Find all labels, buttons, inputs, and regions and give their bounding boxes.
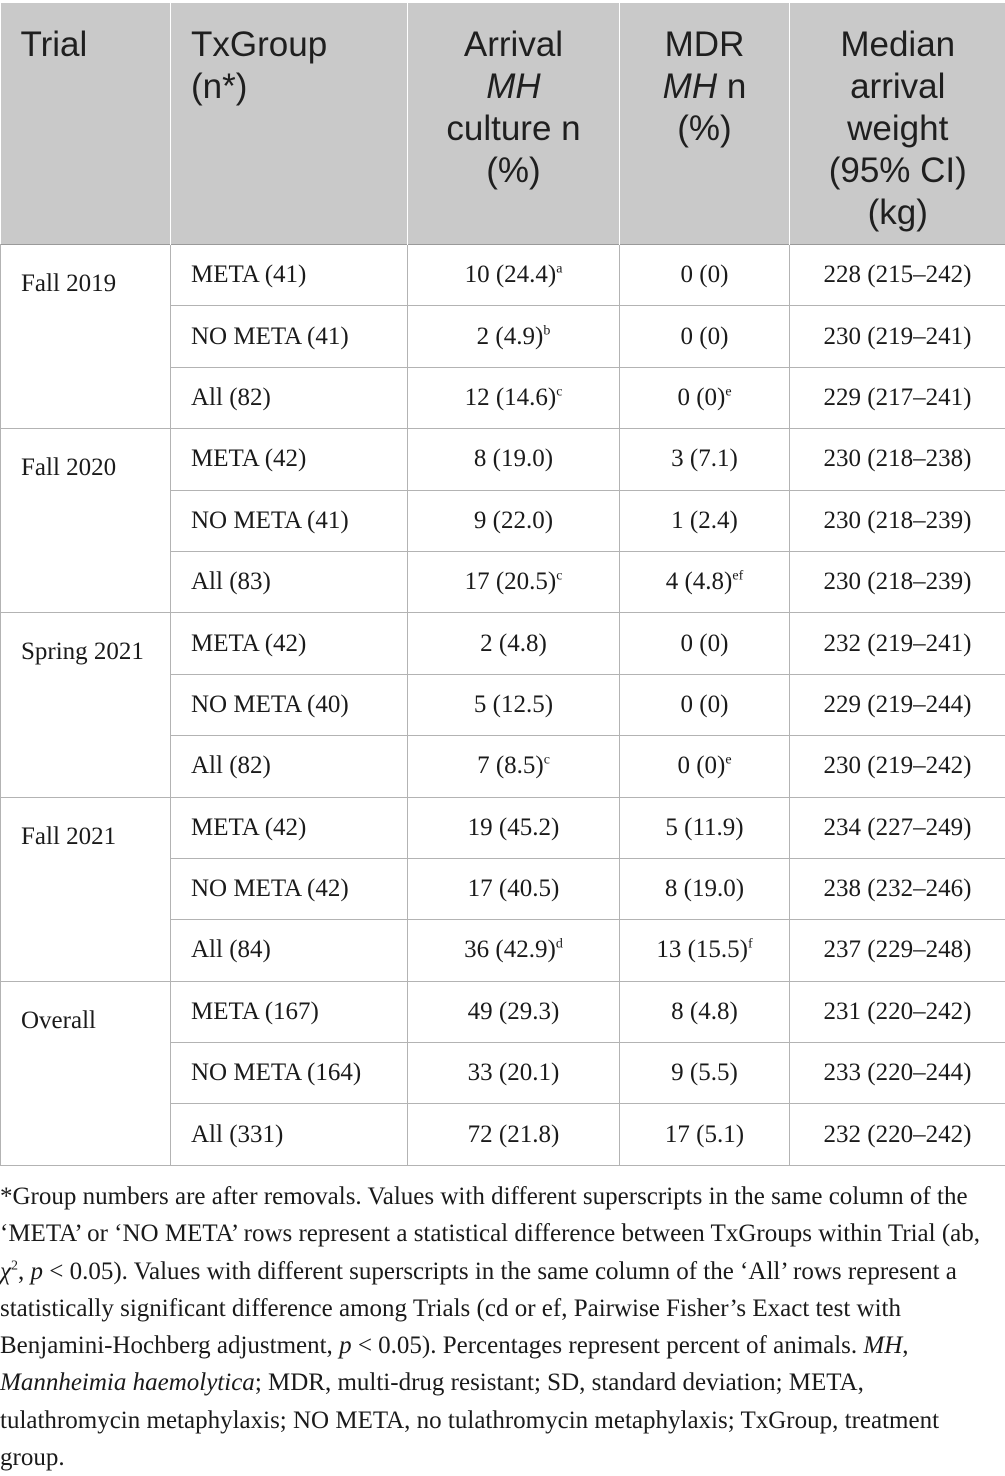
arrival-cell	[408, 613, 620, 674]
footnote-part-3: < 0.05). Values with different superscripts in the same column of the ‘All’ rows represent a statistically significant difference among Trials (cd or ef, Pairwise Fisher’s Exact test with Benjamini-Hochberg adjustment,	[0, 1258, 957, 1360]
weight-cell: 234 (227–249)	[790, 797, 1005, 858]
group-cell: META (41)	[171, 245, 408, 306]
mdr-cell	[620, 920, 790, 981]
trial-cell: Fall 2019	[1, 245, 171, 429]
mdr-cell	[620, 551, 790, 612]
weight-cell: 233 (220–244)	[790, 1043, 1005, 1104]
header-arrival-line4: (%)	[486, 151, 540, 190]
mdr-superscript: f	[748, 937, 753, 952]
arrival-cell	[408, 736, 620, 797]
trial-cell: Fall 2020	[1, 429, 171, 613]
arrival-cell	[408, 245, 620, 306]
footnote-mh-abbr: MH	[863, 1332, 902, 1359]
arrival-cell	[408, 981, 620, 1042]
weight-cell: 230 (218–238)	[790, 429, 1005, 490]
arrival-cell	[408, 367, 620, 428]
header-trial-label: Trial	[21, 25, 88, 64]
group-cell: META (42)	[171, 429, 408, 490]
header-mdr-line1: MDR	[665, 25, 745, 64]
arrival-cell	[408, 490, 620, 551]
weight-cell: 229 (217–241)	[790, 367, 1005, 428]
weight-cell: 238 (232–246)	[790, 858, 1005, 919]
footnote-text	[0, 1178, 1005, 1476]
weight-cell: 230 (219–241)	[790, 306, 1005, 367]
header-weight-line2: arrival	[850, 67, 945, 106]
mdr-value: 17 (5.1)	[665, 1121, 744, 1148]
mdr-cell	[620, 306, 790, 367]
header-mdr	[620, 4, 790, 245]
group-cell: META (42)	[171, 613, 408, 674]
arrival-cell	[408, 858, 620, 919]
footnote-chi: χ	[0, 1258, 11, 1285]
mdr-value: 9 (5.5)	[671, 1059, 738, 1086]
weight-cell: 232 (220–242)	[790, 1104, 1005, 1165]
weight-cell: 228 (215–242)	[790, 245, 1005, 306]
mdr-value: 0 (0)	[681, 323, 729, 350]
weight-cell: 229 (219–244)	[790, 674, 1005, 735]
arrival-value: 49 (29.3)	[468, 998, 560, 1025]
header-mdr-line2-rest: n	[717, 67, 746, 106]
mdr-value: 0 (0)	[681, 691, 729, 718]
mdr-cell	[620, 367, 790, 428]
mdr-superscript: ef	[732, 569, 743, 584]
mdr-value: 0 (0)	[677, 384, 725, 411]
mdr-cell	[620, 981, 790, 1042]
header-txgroup	[171, 4, 408, 245]
group-cell: NO META (41)	[171, 490, 408, 551]
mdr-cell	[620, 1104, 790, 1165]
header-arrival-line2: MH	[486, 67, 540, 106]
table-row	[1, 613, 1005, 674]
weight-cell: 231 (220–242)	[790, 981, 1005, 1042]
weight-cell: 230 (218–239)	[790, 490, 1005, 551]
trial-cell: Fall 2021	[1, 797, 171, 981]
footnote-part-4: < 0.05). Percentages represent percent of animals.	[352, 1332, 864, 1359]
mdr-cell	[620, 490, 790, 551]
weight-cell: 237 (229–248)	[790, 920, 1005, 981]
mdr-superscript: e	[725, 385, 731, 400]
arrival-value: 5 (12.5)	[474, 691, 553, 718]
arrival-cell	[408, 551, 620, 612]
table-header	[1, 4, 1005, 245]
footnote-p-1: p	[31, 1258, 44, 1285]
footnote-mh-full: Mannheimia haemolytica	[0, 1369, 255, 1396]
trial-cell: Spring 2021	[1, 613, 171, 797]
mdr-value: 0 (0)	[681, 630, 729, 657]
arrival-value: 36 (42.9)	[464, 936, 556, 963]
arrival-value: 7 (8.5)	[477, 752, 544, 779]
mdr-value: 13 (15.5)	[656, 936, 748, 963]
header-arrival-line3: culture n	[446, 109, 580, 148]
arrival-cell	[408, 674, 620, 735]
header-weight-line4: (95% CI)	[829, 151, 967, 190]
arrival-cell	[408, 1043, 620, 1104]
arrival-value: 8 (19.0)	[474, 445, 553, 472]
footnote-part-6: ; MDR, multi-drug resistant; SD, standard deviation; META, tulathromycin metaphylaxis; NO META, no tulathromycin metaphylaxis; TxGroup, treatment group.	[0, 1369, 939, 1471]
arrival-cell	[408, 429, 620, 490]
header-txgroup-line1: TxGroup	[191, 25, 327, 64]
mdr-superscript: e	[725, 753, 731, 768]
group-cell: META (42)	[171, 797, 408, 858]
header-weight-line5: (kg)	[868, 193, 928, 232]
header-arrival	[408, 4, 620, 245]
arrival-value: 2 (4.8)	[480, 630, 547, 657]
group-cell: All (82)	[171, 367, 408, 428]
mdr-cell	[620, 429, 790, 490]
mdr-value: 5 (11.9)	[665, 814, 743, 841]
group-cell: All (84)	[171, 920, 408, 981]
header-weight	[790, 4, 1005, 245]
footnote-part-2: ,	[18, 1258, 31, 1285]
table-row	[1, 981, 1005, 1042]
table-footnote	[0, 1178, 1005, 1476]
table-body	[1, 245, 1005, 1166]
header-weight-line3: weight	[847, 109, 948, 148]
table-row	[1, 797, 1005, 858]
arrival-cell	[408, 920, 620, 981]
mdr-cell	[620, 613, 790, 674]
mdr-value: 3 (7.1)	[671, 445, 738, 472]
mdr-cell	[620, 797, 790, 858]
mdr-value: 0 (0)	[677, 752, 725, 779]
arrival-cell	[408, 797, 620, 858]
mdr-value: 1 (2.4)	[671, 507, 738, 534]
mdr-value: 4 (4.8)	[666, 568, 733, 595]
arrival-value: 72 (21.8)	[468, 1121, 560, 1148]
group-cell: META (167)	[171, 981, 408, 1042]
arrival-superscript: a	[556, 262, 562, 277]
group-cell: All (83)	[171, 551, 408, 612]
table-row	[1, 429, 1005, 490]
trial-cell: Overall	[1, 981, 171, 1165]
header-trial	[1, 4, 171, 245]
header-row	[1, 4, 1005, 245]
arrival-superscript: d	[556, 937, 563, 952]
arrival-superscript: c	[544, 753, 550, 768]
group-cell: All (331)	[171, 1104, 408, 1165]
mdr-value: 8 (19.0)	[665, 875, 744, 902]
arrival-cell	[408, 306, 620, 367]
mdr-cell	[620, 736, 790, 797]
header-txgroup-line2: (n*)	[191, 67, 247, 106]
mdr-cell	[620, 858, 790, 919]
header-mdr-line2-italic: MH	[663, 67, 717, 106]
mdr-value: 8 (4.8)	[671, 998, 738, 1025]
arrival-value: 17 (20.5)	[465, 568, 557, 595]
header-mdr-line3: (%)	[677, 109, 731, 148]
table-row	[1, 245, 1005, 306]
group-cell: All (82)	[171, 736, 408, 797]
arrival-value: 33 (20.1)	[468, 1059, 560, 1086]
arrival-value: 12 (14.6)	[465, 384, 557, 411]
arrival-value: 17 (40.5)	[468, 875, 560, 902]
weight-cell: 230 (218–239)	[790, 551, 1005, 612]
group-cell: NO META (164)	[171, 1043, 408, 1104]
group-cell: NO META (41)	[171, 306, 408, 367]
header-arrival-line1: Arrival	[464, 25, 563, 64]
mdr-value: 0 (0)	[681, 261, 729, 288]
arrival-value: 9 (22.0)	[474, 507, 553, 534]
group-cell: NO META (42)	[171, 858, 408, 919]
arrival-value: 19 (45.2)	[468, 814, 560, 841]
footnote-chi-superscript: 2	[11, 1258, 18, 1273]
footnote-part-1: *Group numbers are after removals. Values with different superscripts in the same column of the ‘META’ or ‘NO META’ rows represent a statistical difference between TxGroups within Trial (ab,	[0, 1183, 980, 1247]
results-table	[0, 3, 1005, 1166]
mdr-cell	[620, 674, 790, 735]
weight-cell: 232 (219–241)	[790, 613, 1005, 674]
arrival-superscript: c	[556, 569, 562, 584]
mdr-cell	[620, 245, 790, 306]
arrival-cell	[408, 1104, 620, 1165]
footnote-p-2: p	[339, 1332, 352, 1359]
weight-cell: 230 (219–242)	[790, 736, 1005, 797]
group-cell: NO META (40)	[171, 674, 408, 735]
arrival-value: 2 (4.9)	[477, 323, 544, 350]
arrival-value: 10 (24.4)	[465, 261, 557, 288]
mdr-cell	[620, 1043, 790, 1104]
arrival-superscript: c	[556, 385, 562, 400]
arrival-superscript: b	[543, 323, 550, 338]
header-weight-line1: Median	[840, 25, 955, 64]
footnote-part-5: ,	[902, 1332, 908, 1359]
